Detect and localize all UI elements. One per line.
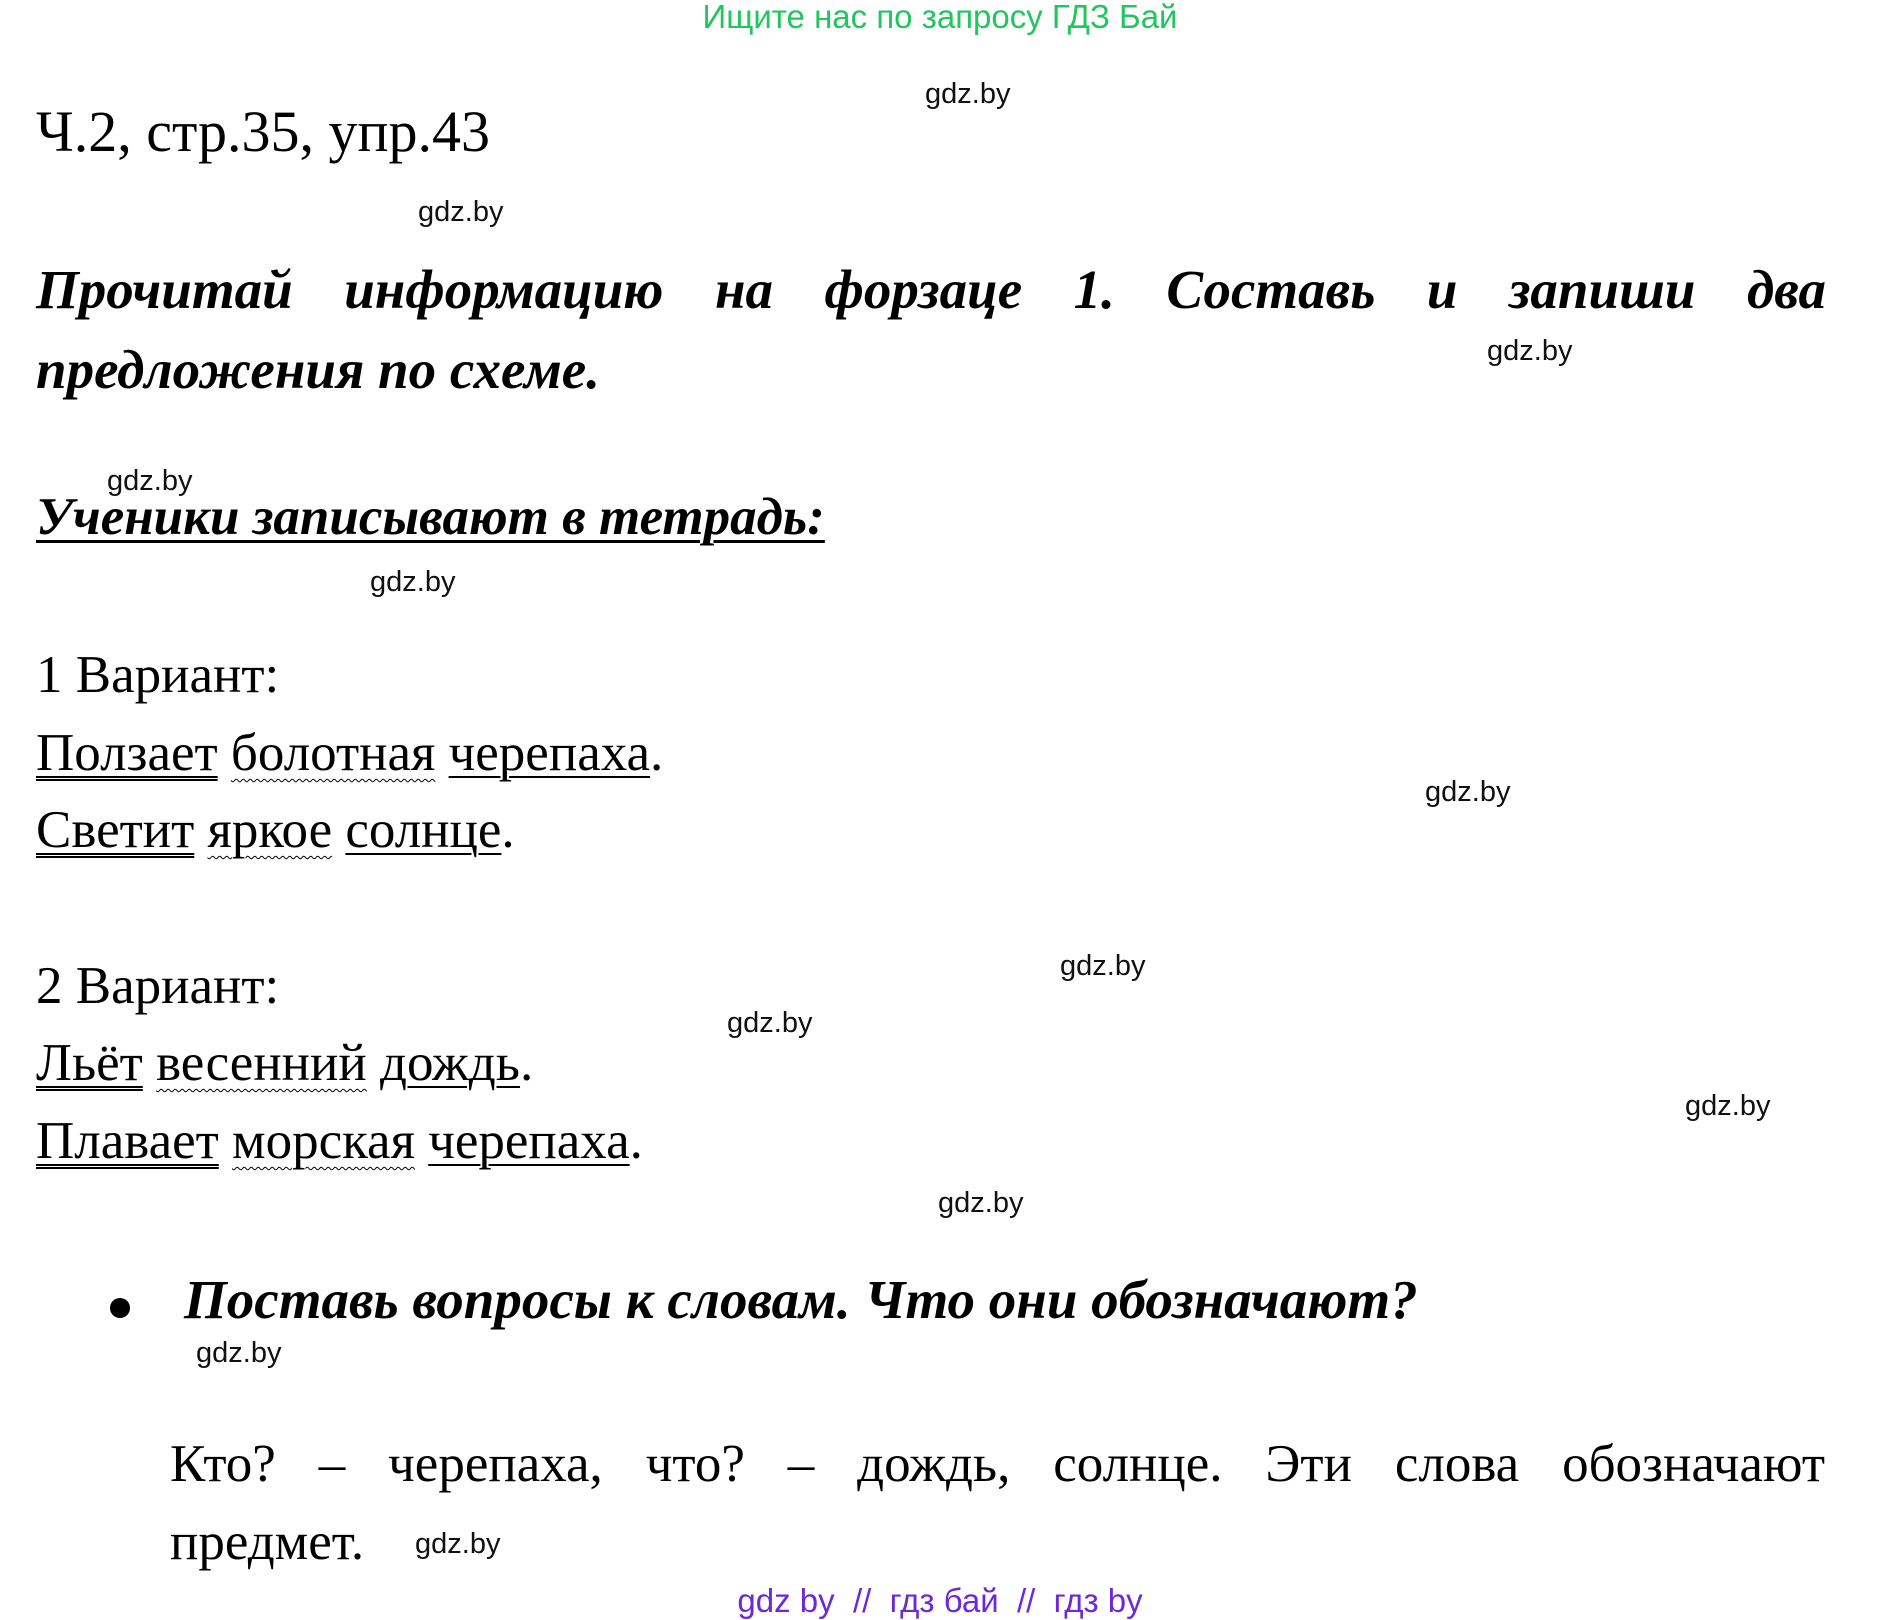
bottom-banner: gdz by // гдз бай // гдз by: [737, 1582, 1143, 1619]
attribute-word: весенний: [156, 1034, 367, 1092]
subject-word: черепаха: [428, 1112, 630, 1170]
watermark: gdz.by: [727, 1007, 813, 1039]
watermark: gdz.by: [107, 465, 193, 497]
subject-word: дождь: [380, 1034, 520, 1092]
subject-word: черепаха: [448, 724, 651, 782]
predicate-word: Ползает: [36, 724, 218, 782]
watermark: gdz.by: [925, 78, 1011, 110]
attribute-word: морская: [232, 1112, 415, 1170]
variant-1-sentence-1: [36, 723, 663, 783]
exercise-heading: Ч.2, стр.35, упр.43: [36, 99, 491, 164]
bullet-icon: [110, 1298, 130, 1318]
watermark: gdz.by: [196, 1337, 282, 1369]
sentence-end: .: [519, 1034, 534, 1092]
top-banner: Ищите нас по запросу ГДЗ Бай: [702, 0, 1178, 35]
variant-2-label: 2 Вариант:: [36, 957, 280, 1015]
variant-1-label: 1 Вариант:: [36, 646, 280, 704]
answer-line-1: Кто? – черепаха, что? – дождь, солнце. Эти слова обозначают: [170, 1435, 1825, 1493]
answer-text: [170, 1425, 1825, 1581]
variant-1-sentence-2: [36, 800, 515, 860]
watermark: gdz.by: [1060, 950, 1146, 982]
predicate-word: Светит: [36, 801, 195, 859]
variant-2-sentence-2: [36, 1111, 643, 1171]
sentence-end: .: [501, 801, 515, 859]
watermark: gdz.by: [938, 1187, 1024, 1219]
watermark: gdz.by: [1685, 1090, 1771, 1122]
sentence-end: .: [629, 1112, 643, 1170]
predicate-word: Льёт: [36, 1034, 143, 1092]
task-line-2: предложения по схеме.: [36, 339, 600, 400]
predicate-word: Плавает: [36, 1112, 219, 1170]
notebook-title: Ученики записывают в тетрадь:: [36, 488, 825, 546]
task-line-1: Прочитай информацию на форзаце 1. Составь и запиши два: [36, 259, 1826, 320]
task-text: [36, 250, 1826, 410]
attribute-word: болотная: [230, 724, 436, 782]
answer-line-2: предмет.: [170, 1513, 365, 1571]
attribute-word: яркое: [207, 801, 333, 859]
variant-2-sentence-1: [36, 1033, 533, 1093]
watermark: gdz.by: [1425, 776, 1511, 808]
subject-word: солнце: [345, 801, 502, 859]
sentence-end: .: [650, 724, 664, 782]
watermark: gdz.by: [418, 196, 504, 228]
watermark: gdz.by: [370, 566, 456, 598]
question-text: Поставь вопросы к словам. Что они обозначают?: [184, 1269, 1418, 1330]
watermark: gdz.by: [415, 1528, 501, 1560]
watermark: gdz.by: [1487, 335, 1573, 367]
